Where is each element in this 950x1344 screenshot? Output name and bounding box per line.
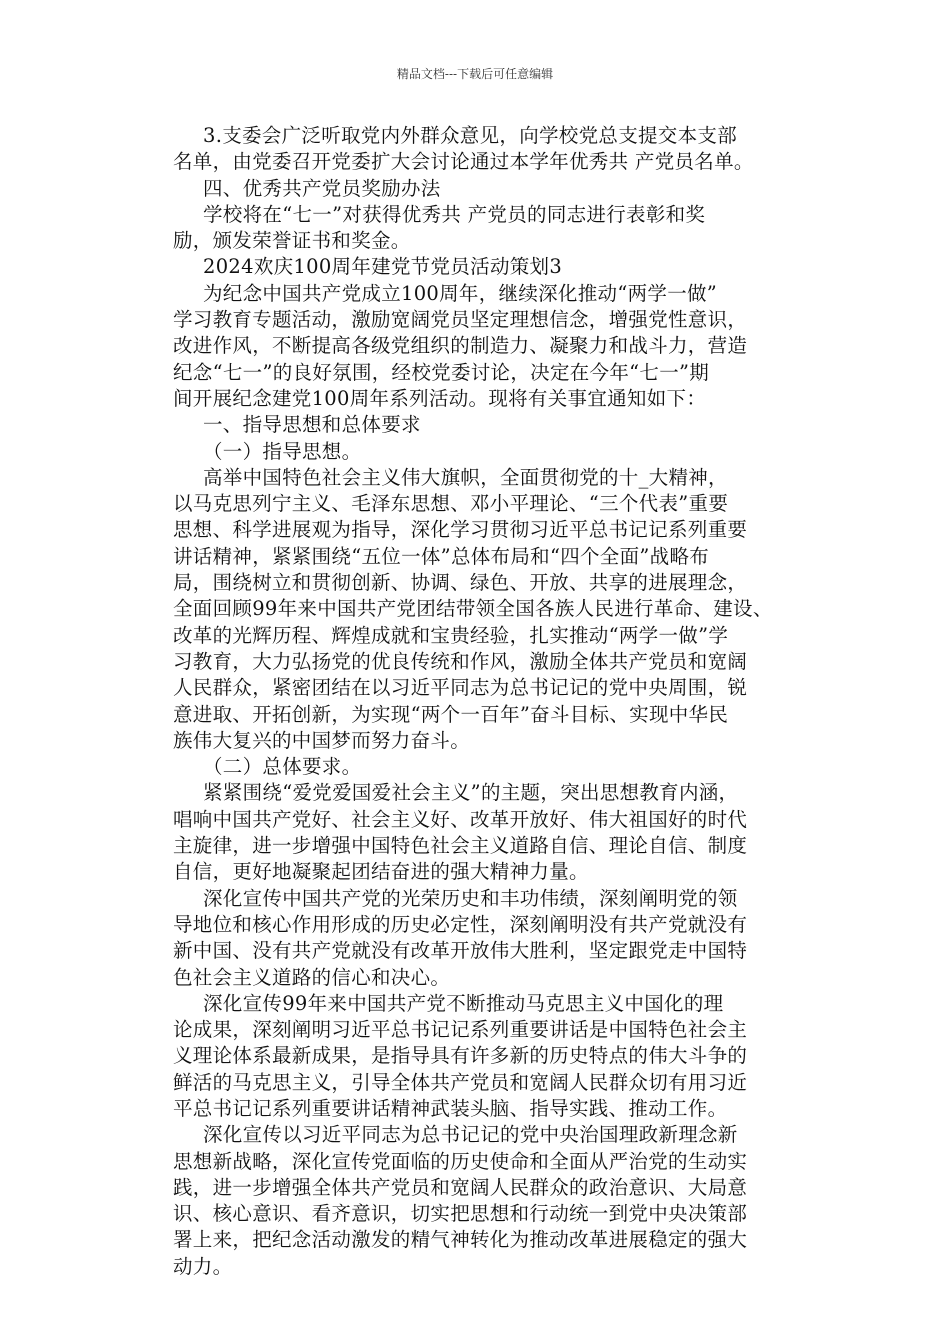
text-line: 局，围绕树立和贯彻创新、协调、绿色、开放、共享的进展理念， [173,571,748,595]
text-line: 自信，更好地凝聚起团结奋进的强大精神力量。 [173,860,589,884]
text-line: 平总书记记系列重要讲话精神武装头脑、指导实践、推动工作。 [173,1096,728,1120]
text-line: 动力。 [173,1254,233,1278]
text-line: 深化宣传中国共产党的光荣历史和丰功伟绩，深刻阐明党的领 [203,886,738,910]
text-line: 四、优秀共产党员奖励办法 [203,176,441,200]
text-line: 唱响中国共产党好、社会主义好、改革开放好、伟大祖国好的时代 [173,807,748,831]
text-line: 名单，由党委召开党委扩大会讨论通过本学年优秀共 产党员名单。 [173,150,754,174]
text-line: 励，颁发荣誉证书和奖金。 [173,229,411,253]
text-line: 改革的光辉历程、辉煌成就和宝贵经验，扎实推动“两学一做”学 [173,623,729,647]
text-line: 导地位和核心作用形成的历史必定性，深刻阐明没有共产党就没有 [173,912,748,936]
text-line: 族伟大复兴的中国梦而努力奋斗。 [173,728,471,752]
text-line: 思想、科学进展观为指导，深化学习贯彻习近平总书记记系列重要 [173,518,748,542]
text-line: 为纪念中国共产党成立100周年，继续深化推动“两学一做” [203,281,718,305]
text-line: 2024欢庆100周年建党节党员活动策划3 [203,255,563,279]
text-line: 间开展纪念建党100周年系列活动。现将有关事宜通知如下： [173,386,707,410]
text-line: 学习教育专题活动，激励宽阔党员坚定理想信念，增强党性意识， [173,308,748,332]
text-line: 义理论体系最新成果，是指导具有许多新的历史特点的伟大斗争的 [173,1044,748,1068]
text-line: 思想新战略，深化宣传党面临的历史使命和全面从严治党的生动实 [173,1149,748,1173]
text-line: 一、指导思想和总体要求 [203,413,421,437]
text-line: 以马克思列宁主义、毛泽东思想、邓小平理论、“三个代表”重要 [173,492,729,516]
text-line: （一）指导思想。 [203,439,362,463]
text-line: 学校将在“七一”对获得优秀共 产党员的同志进行表彰和奖 [203,202,706,226]
text-line: 高举中国特色社会主义伟大旗帜，全面贯彻党的十_大精神， [203,465,728,489]
text-line: 论成果，深刻阐明习近平总书记记系列重要讲话是中国特色社会主 [173,1018,748,1042]
text-line: 主旋律，进一步增强中国特色社会主义道路自信、理论自信、制度 [173,834,748,858]
text-line: 意进取、开拓创新，为实现“两个一百年”奋斗目标、实现中华民 [173,702,729,726]
text-line: 习教育，大力弘扬党的优良传统和作风，激励全体共产党员和宽阔 [173,649,748,673]
text-line: 讲话精神，紧紧围绕“五位一体”总体布局和“四个全面”战略布 [173,544,710,568]
text-line: 色社会主义道路的信心和决心。 [173,965,451,989]
text-line: 3.支委会广泛听取党内外群众意见，向学校党总支提交本支部 [203,124,738,147]
text-line: 深化宣传以习近平同志为总书记记的党中央治国理政新理念新 [203,1123,738,1147]
text-line: 践，进一步增强全体共产党员和宽阔人民群众的政治意识、大局意 [173,1175,748,1199]
text-line: （二）总体要求。 [203,755,362,779]
text-line: 新中国、没有共产党就没有改革开放伟大胜利，坚定跟党走中国特 [173,939,748,963]
page-header: 精品文档---下载后可任意编辑 [396,67,554,81]
document-body [173,123,823,1280]
text-line: 人民群众，紧密团结在以习近平同志为总书记记的党中央周围，锐 [173,676,748,700]
text-line: 署上来，把纪念活动激发的精气神转化为推动改革进展稳定的强大 [173,1228,748,1252]
text-line: 紧紧围绕“爱党爱国爱社会主义”的主题，突出思想教育内涵， [203,781,739,805]
text-line: 鲜活的马克思主义，引导全体共产党员和宽阔人民群众切有用习近 [173,1070,748,1094]
text-line: 识、核心意识、看齐意识，切实把思想和行动统一到党中央决策部 [173,1202,748,1226]
text-line: 改进作风，不断提高各级党组织的制造力、凝聚力和战斗力，营造 [173,334,748,358]
text-line: 纪念“七一”的良好氛围，经校党委讨论，决定在今年“七一”期 [173,360,710,384]
text-line: 深化宣传99年来中国共产党不断推动马克思主义中国化的理 [203,991,724,1015]
text-line: 全面回顾99年来中国共产党团结带领全国各族人民进行革命、建设、 [173,597,773,621]
